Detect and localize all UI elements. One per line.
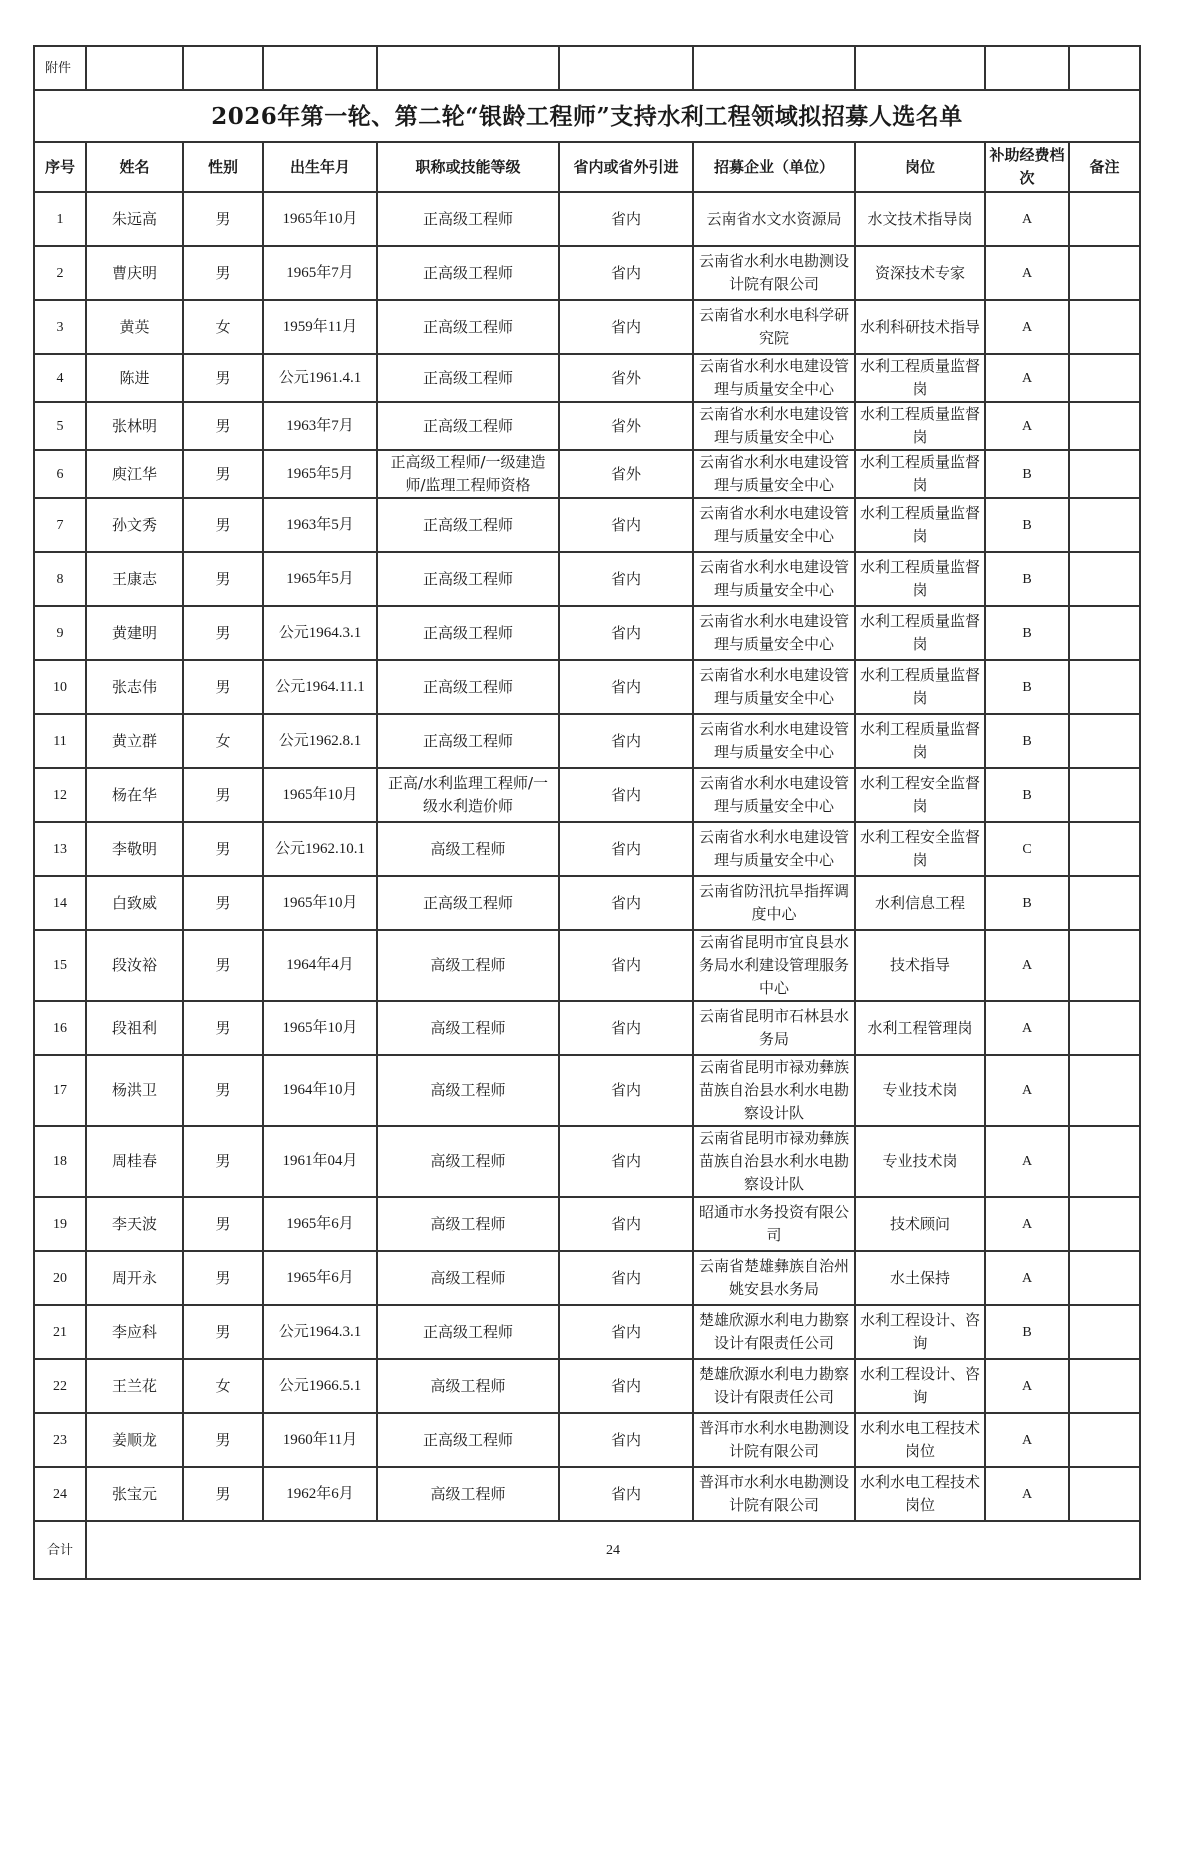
- remark: [1069, 876, 1140, 930]
- gender: 男: [183, 354, 263, 402]
- post: 水文技术指导岗: [855, 192, 985, 246]
- post: 水利工程质量监督岗: [855, 402, 985, 450]
- row-number: 19: [34, 1197, 86, 1251]
- remark: [1069, 192, 1140, 246]
- table-row: [34, 1001, 1140, 1055]
- person-name: 段祖利: [86, 1001, 183, 1055]
- professional-title: 正高级工程师: [377, 192, 559, 246]
- post: 专业技术岗: [855, 1055, 985, 1126]
- remark: [1069, 930, 1140, 1001]
- column-header: 序号: [34, 142, 86, 192]
- remark: [1069, 246, 1140, 300]
- remark: [1069, 1126, 1140, 1197]
- post: 水利工程安全监督岗: [855, 768, 985, 822]
- person-name: 黄立群: [86, 714, 183, 768]
- professional-title: 正高级工程师: [377, 246, 559, 300]
- table-body: [34, 192, 1140, 1521]
- gender: 男: [183, 1197, 263, 1251]
- subsidy-tier: A: [985, 354, 1069, 402]
- remark: [1069, 552, 1140, 606]
- person-name: 王康志: [86, 552, 183, 606]
- gender: 男: [183, 768, 263, 822]
- row-number: 11: [34, 714, 86, 768]
- birth-date: 1965年6月: [263, 1197, 377, 1251]
- person-name: 陈进: [86, 354, 183, 402]
- employer: 云南省楚雄彝族自治州姚安县水务局: [693, 1251, 855, 1305]
- row-number: 4: [34, 354, 86, 402]
- row-number: 7: [34, 498, 86, 552]
- subsidy-tier: A: [985, 1413, 1069, 1467]
- document-sheet: [33, 45, 1139, 1580]
- gender: 男: [183, 1001, 263, 1055]
- employer: 云南省水文水资源局: [693, 192, 855, 246]
- row-number: 15: [34, 930, 86, 1001]
- table-row: [34, 660, 1140, 714]
- birth-date: 1963年5月: [263, 498, 377, 552]
- birth-date: 公元1962.10.1: [263, 822, 377, 876]
- birth-date: 1965年5月: [263, 450, 377, 498]
- origin: 省内: [559, 822, 693, 876]
- remark: [1069, 1413, 1140, 1467]
- total-label: 合计: [34, 1521, 86, 1579]
- recruit-table: [33, 45, 1141, 1580]
- employer: 昭通市水务投资有限公司: [693, 1197, 855, 1251]
- origin: 省内: [559, 1055, 693, 1126]
- subsidy-tier: A: [985, 1001, 1069, 1055]
- table-row: [34, 552, 1140, 606]
- title-row: [34, 90, 1140, 142]
- birth-date: 1962年6月: [263, 1467, 377, 1521]
- row-number: 3: [34, 300, 86, 354]
- table-row: [34, 402, 1140, 450]
- employer: 云南省昆明市禄劝彝族苗族自治县水利水电勘察设计队: [693, 1126, 855, 1197]
- remark: [1069, 1251, 1140, 1305]
- remark: [1069, 606, 1140, 660]
- person-name: 白致威: [86, 876, 183, 930]
- origin: 省内: [559, 930, 693, 1001]
- gender: 男: [183, 192, 263, 246]
- origin: 省内: [559, 552, 693, 606]
- employer: 云南省昆明市宜良县水务局水利建设管理服务中心: [693, 930, 855, 1001]
- origin: 省内: [559, 768, 693, 822]
- professional-title: 高级工程师: [377, 1251, 559, 1305]
- employer: 云南省水利水电建设管理与质量安全中心: [693, 450, 855, 498]
- column-header: 招募企业（单位）: [693, 142, 855, 192]
- origin: 省内: [559, 1413, 693, 1467]
- table-row: [34, 876, 1140, 930]
- professional-title: 正高/水利监理工程师/一级水利造价师: [377, 768, 559, 822]
- birth-date: 1965年5月: [263, 552, 377, 606]
- total-row: [34, 1521, 1140, 1579]
- subsidy-tier: A: [985, 1359, 1069, 1413]
- subsidy-tier: A: [985, 1197, 1069, 1251]
- row-number: 9: [34, 606, 86, 660]
- subsidy-tier: B: [985, 1305, 1069, 1359]
- table-row: [34, 822, 1140, 876]
- subsidy-tier: B: [985, 714, 1069, 768]
- subsidy-tier: A: [985, 300, 1069, 354]
- birth-date: 1959年11月: [263, 300, 377, 354]
- row-number: 23: [34, 1413, 86, 1467]
- total-value: 24: [86, 1521, 1140, 1579]
- header-row: [34, 142, 1140, 192]
- row-number: 1: [34, 192, 86, 246]
- gender: 男: [183, 930, 263, 1001]
- person-name: 周桂春: [86, 1126, 183, 1197]
- origin: 省内: [559, 876, 693, 930]
- row-number: 24: [34, 1467, 86, 1521]
- employer: 楚雄欣源水利电力勘察设计有限责任公司: [693, 1359, 855, 1413]
- gender: 男: [183, 660, 263, 714]
- subsidy-tier: A: [985, 930, 1069, 1001]
- remark: [1069, 402, 1140, 450]
- table-row: [34, 498, 1140, 552]
- remark: [1069, 450, 1140, 498]
- professional-title: 高级工程师: [377, 1197, 559, 1251]
- table-row: [34, 450, 1140, 498]
- professional-title: 高级工程师: [377, 1467, 559, 1521]
- origin: 省外: [559, 450, 693, 498]
- birth-date: 1965年7月: [263, 246, 377, 300]
- table-row: [34, 1197, 1140, 1251]
- remark: [1069, 498, 1140, 552]
- subsidy-tier: A: [985, 246, 1069, 300]
- birth-date: 1965年6月: [263, 1251, 377, 1305]
- post: 水利水电工程技术岗位: [855, 1467, 985, 1521]
- gender: 男: [183, 1251, 263, 1305]
- subsidy-tier: B: [985, 498, 1069, 552]
- remark: [1069, 660, 1140, 714]
- post: 水利信息工程: [855, 876, 985, 930]
- professional-title: 正高级工程师: [377, 660, 559, 714]
- birth-date: 公元1964.3.1: [263, 1305, 377, 1359]
- post: 资深技术专家: [855, 246, 985, 300]
- column-header: 岗位: [855, 142, 985, 192]
- employer: 云南省昆明市禄劝彝族苗族自治县水利水电勘察设计队: [693, 1055, 855, 1126]
- remark: [1069, 1197, 1140, 1251]
- professional-title: 高级工程师: [377, 822, 559, 876]
- origin: 省内: [559, 192, 693, 246]
- professional-title: 正高级工程师: [377, 354, 559, 402]
- gender: 女: [183, 300, 263, 354]
- employer: 云南省水利水电建设管理与质量安全中心: [693, 822, 855, 876]
- gender: 男: [183, 1305, 263, 1359]
- professional-title: 正高级工程师: [377, 552, 559, 606]
- person-name: 黄建明: [86, 606, 183, 660]
- person-name: 黄英: [86, 300, 183, 354]
- subsidy-tier: B: [985, 552, 1069, 606]
- subsidy-tier: A: [985, 1126, 1069, 1197]
- remark: [1069, 1359, 1140, 1413]
- person-name: 李天波: [86, 1197, 183, 1251]
- birth-date: 1965年10月: [263, 192, 377, 246]
- row-number: 20: [34, 1251, 86, 1305]
- subsidy-tier: B: [985, 876, 1069, 930]
- table-row: [34, 192, 1140, 246]
- gender: 男: [183, 606, 263, 660]
- professional-title: 正高级工程师: [377, 402, 559, 450]
- person-name: 段汝裕: [86, 930, 183, 1001]
- employer: 普洱市水利水电勘测设计院有限公司: [693, 1413, 855, 1467]
- birth-date: 公元1961.4.1: [263, 354, 377, 402]
- birth-date: 1964年4月: [263, 930, 377, 1001]
- origin: 省内: [559, 714, 693, 768]
- subsidy-tier: A: [985, 402, 1069, 450]
- employer: 云南省水利水电勘测设计院有限公司: [693, 246, 855, 300]
- person-name: 曹庆明: [86, 246, 183, 300]
- employer: 云南省水利水电科学研究院: [693, 300, 855, 354]
- post: 水利工程安全监督岗: [855, 822, 985, 876]
- gender: 男: [183, 822, 263, 876]
- row-number: 22: [34, 1359, 86, 1413]
- employer: 云南省水利水电建设管理与质量安全中心: [693, 402, 855, 450]
- birth-date: 公元1964.3.1: [263, 606, 377, 660]
- table-row: [34, 1126, 1140, 1197]
- post: 水利工程质量监督岗: [855, 450, 985, 498]
- professional-title: 高级工程师: [377, 1359, 559, 1413]
- person-name: 朱远高: [86, 192, 183, 246]
- subsidy-tier: A: [985, 192, 1069, 246]
- birth-date: 1965年10月: [263, 876, 377, 930]
- birth-date: 公元1966.5.1: [263, 1359, 377, 1413]
- gender: 男: [183, 1467, 263, 1521]
- gender: 女: [183, 714, 263, 768]
- origin: 省内: [559, 660, 693, 714]
- employer: 云南省昆明市石林县水务局: [693, 1001, 855, 1055]
- origin: 省内: [559, 300, 693, 354]
- employer: 云南省水利水电建设管理与质量安全中心: [693, 354, 855, 402]
- professional-title: 正高级工程师: [377, 714, 559, 768]
- table-row: [34, 1359, 1140, 1413]
- post: 水利水电工程技术岗位: [855, 1413, 985, 1467]
- professional-title: 高级工程师: [377, 1126, 559, 1197]
- remark: [1069, 1467, 1140, 1521]
- birth-date: 1960年11月: [263, 1413, 377, 1467]
- person-name: 张志伟: [86, 660, 183, 714]
- professional-title: 正高级工程师: [377, 498, 559, 552]
- employer: 云南省防汛抗旱指挥调度中心: [693, 876, 855, 930]
- employer: 云南省水利水电建设管理与质量安全中心: [693, 660, 855, 714]
- person-name: 庾江华: [86, 450, 183, 498]
- remark: [1069, 300, 1140, 354]
- post: 水利工程设计、咨询: [855, 1359, 985, 1413]
- professional-title: 正高级工程师: [377, 606, 559, 660]
- employer: 普洱市水利水电勘测设计院有限公司: [693, 1467, 855, 1521]
- origin: 省内: [559, 1001, 693, 1055]
- gender: 男: [183, 1126, 263, 1197]
- birth-date: 公元1964.11.1: [263, 660, 377, 714]
- professional-title: 正高级工程师: [377, 1305, 559, 1359]
- table-row: [34, 300, 1140, 354]
- origin: 省内: [559, 1359, 693, 1413]
- table-row: [34, 606, 1140, 660]
- origin: 省内: [559, 1305, 693, 1359]
- employer: 云南省水利水电建设管理与质量安全中心: [693, 498, 855, 552]
- gender: 男: [183, 876, 263, 930]
- row-number: 2: [34, 246, 86, 300]
- attachment-label: 附件: [34, 46, 86, 90]
- post: 技术顾问: [855, 1197, 985, 1251]
- column-header: 省内或省外引进: [559, 142, 693, 192]
- column-header: 性别: [183, 142, 263, 192]
- subsidy-tier: B: [985, 660, 1069, 714]
- remark: [1069, 714, 1140, 768]
- person-name: 姜顺龙: [86, 1413, 183, 1467]
- person-name: 孙文秀: [86, 498, 183, 552]
- table-row: [34, 1055, 1140, 1126]
- post: 水利工程质量监督岗: [855, 714, 985, 768]
- employer: 云南省水利水电建设管理与质量安全中心: [693, 606, 855, 660]
- post: 专业技术岗: [855, 1126, 985, 1197]
- birth-date: 1961年04月: [263, 1126, 377, 1197]
- remark: [1069, 1055, 1140, 1126]
- table-row: [34, 1251, 1140, 1305]
- person-name: 李敬明: [86, 822, 183, 876]
- origin: 省内: [559, 498, 693, 552]
- birth-date: 公元1962.8.1: [263, 714, 377, 768]
- subsidy-tier: C: [985, 822, 1069, 876]
- column-header: 职称或技能等级: [377, 142, 559, 192]
- person-name: 杨洪卫: [86, 1055, 183, 1126]
- table-row: [34, 714, 1140, 768]
- attachment-row: [34, 46, 1140, 90]
- row-number: 17: [34, 1055, 86, 1126]
- subsidy-tier: A: [985, 1251, 1069, 1305]
- table-row: [34, 354, 1140, 402]
- row-number: 13: [34, 822, 86, 876]
- birth-date: 1965年10月: [263, 1001, 377, 1055]
- person-name: 李应科: [86, 1305, 183, 1359]
- post: 水利工程质量监督岗: [855, 606, 985, 660]
- subsidy-tier: B: [985, 450, 1069, 498]
- person-name: 张宝元: [86, 1467, 183, 1521]
- column-header: 备注: [1069, 142, 1140, 192]
- birth-date: 1963年7月: [263, 402, 377, 450]
- post: 水利科研技术指导: [855, 300, 985, 354]
- person-name: 周开永: [86, 1251, 183, 1305]
- post: 水利工程质量监督岗: [855, 354, 985, 402]
- remark: [1069, 1305, 1140, 1359]
- subsidy-tier: B: [985, 606, 1069, 660]
- professional-title: 正高级工程师: [377, 300, 559, 354]
- origin: 省外: [559, 402, 693, 450]
- gender: 男: [183, 552, 263, 606]
- person-name: 张林明: [86, 402, 183, 450]
- professional-title: 正高级工程师: [377, 1413, 559, 1467]
- post: 水利工程设计、咨询: [855, 1305, 985, 1359]
- subsidy-tier: A: [985, 1055, 1069, 1126]
- post: 技术指导: [855, 930, 985, 1001]
- table-row: [34, 930, 1140, 1001]
- column-header: 出生年月: [263, 142, 377, 192]
- row-number: 12: [34, 768, 86, 822]
- post: 水利工程质量监督岗: [855, 552, 985, 606]
- origin: 省外: [559, 354, 693, 402]
- gender: 男: [183, 246, 263, 300]
- gender: 男: [183, 402, 263, 450]
- professional-title: 高级工程师: [377, 930, 559, 1001]
- table-row: [34, 768, 1140, 822]
- subsidy-tier: A: [985, 1467, 1069, 1521]
- row-number: 10: [34, 660, 86, 714]
- person-name: 杨在华: [86, 768, 183, 822]
- person-name: 王兰花: [86, 1359, 183, 1413]
- remark: [1069, 768, 1140, 822]
- remark: [1069, 354, 1140, 402]
- row-number: 18: [34, 1126, 86, 1197]
- origin: 省内: [559, 246, 693, 300]
- birth-date: 1965年10月: [263, 768, 377, 822]
- origin: 省内: [559, 606, 693, 660]
- post: 水利工程质量监督岗: [855, 660, 985, 714]
- gender: 男: [183, 1413, 263, 1467]
- column-header: 补助经费档次: [985, 142, 1069, 192]
- gender: 男: [183, 1055, 263, 1126]
- row-number: 14: [34, 876, 86, 930]
- row-number: 21: [34, 1305, 86, 1359]
- employer: 楚雄欣源水利电力勘察设计有限责任公司: [693, 1305, 855, 1359]
- remark: [1069, 1001, 1140, 1055]
- column-header: 姓名: [86, 142, 183, 192]
- origin: 省内: [559, 1251, 693, 1305]
- professional-title: 高级工程师: [377, 1055, 559, 1126]
- professional-title: 正高级工程师/一级建造师/监理工程师资格: [377, 450, 559, 498]
- gender: 男: [183, 450, 263, 498]
- row-number: 6: [34, 450, 86, 498]
- table-row: [34, 246, 1140, 300]
- post: 水土保持: [855, 1251, 985, 1305]
- birth-date: 1964年10月: [263, 1055, 377, 1126]
- professional-title: 高级工程师: [377, 1001, 559, 1055]
- professional-title: 正高级工程师: [377, 876, 559, 930]
- document-title: 2026年第一轮、第二轮“银龄工程师”支持水利工程领域拟招募人选名单: [34, 90, 1140, 142]
- table-row: [34, 1305, 1140, 1359]
- origin: 省内: [559, 1467, 693, 1521]
- post: 水利工程管理岗: [855, 1001, 985, 1055]
- post: 水利工程质量监督岗: [855, 498, 985, 552]
- remark: [1069, 822, 1140, 876]
- row-number: 8: [34, 552, 86, 606]
- row-number: 16: [34, 1001, 86, 1055]
- employer: 云南省水利水电建设管理与质量安全中心: [693, 768, 855, 822]
- table-row: [34, 1413, 1140, 1467]
- table-row: [34, 1467, 1140, 1521]
- gender: 男: [183, 498, 263, 552]
- employer: 云南省水利水电建设管理与质量安全中心: [693, 714, 855, 768]
- gender: 女: [183, 1359, 263, 1413]
- origin: 省内: [559, 1126, 693, 1197]
- employer: 云南省水利水电建设管理与质量安全中心: [693, 552, 855, 606]
- subsidy-tier: B: [985, 768, 1069, 822]
- row-number: 5: [34, 402, 86, 450]
- origin: 省内: [559, 1197, 693, 1251]
